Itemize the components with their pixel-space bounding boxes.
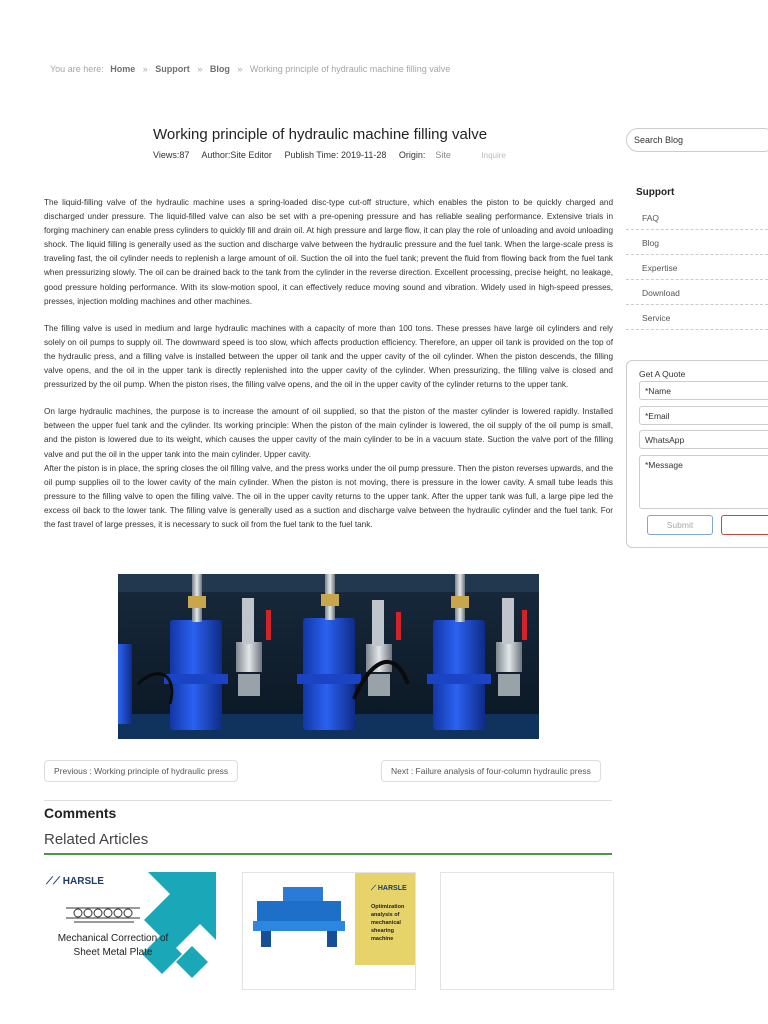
origin-label: Origin: [398, 150, 426, 160]
quote-form-title: Get A Quote [639, 369, 686, 379]
related-article-card[interactable] [242, 872, 416, 990]
article-photo [118, 574, 539, 739]
get-a-quote-form [626, 360, 768, 548]
article-paragraph: The liquid-filling valve of the hydraulic machine uses a spring-loaded disc-type cut-off structure, which enables the piston to be quickly charged and discharged under pressure. The liquid-filled valve can also be set with a pre-opening pressure and has reliable sealing performance. Extensive trials in forging machinery can enable press cylinders to quickly fill and drain oil. At high pressure and large flow, it can play the role of unloading and avoid unloading shock. The liquid filling is generally used as the suction and discharge valve between the hydraulic pressure and the fuel tank. When the large-scale press is traveling fast, the oil cylinder needs to replenish a large amount of oil. Suction the oil into the fuel tank; prevent the fluid from flowing back from the fuel tank when pressurizing slowly. The oil can be drained back to the tank from the cylinder in the reverse direction. Excellent processing, precise height, no leakage, good pressure holding performance. With its slow-motion spool, it can effectively reduce moving sound and vibration. Widely used in high-speed presses, presses, injection molding machines and other machines. [44, 198, 613, 306]
previous-article-link[interactable]: Previous : Working principle of hydraulic press [44, 760, 238, 782]
origin [399, 150, 461, 160]
publish-time: Publish Time: 2019-11-28 [284, 150, 387, 160]
related-article-card[interactable] [44, 872, 218, 990]
email-field[interactable]: *Email [639, 406, 768, 425]
article-meta [153, 150, 516, 160]
support-heading: Support [636, 187, 675, 198]
secondary-button[interactable] [721, 515, 768, 535]
comments-heading: Comments [44, 805, 117, 821]
breadcrumb-blog-link[interactable]: Blog [209, 64, 230, 74]
related-card-title[interactable]: Mechanical Correction of Sheet Metal Plate [57, 933, 169, 958]
breadcrumb-support-link[interactable]: Support [155, 64, 190, 74]
card-background-graphic [44, 872, 218, 990]
harsle-logo: ⟋⟋ HARSLE [46, 876, 104, 887]
views-count: Views:87 [153, 150, 190, 160]
breadcrumb-home-link[interactable]: Home [110, 64, 136, 74]
support-item-expertise[interactable]: Expertise [626, 255, 768, 280]
article-body [44, 196, 613, 532]
related-card-title[interactable]: Optimization analysis of mechanical shearing machine [371, 904, 405, 942]
breadcrumb-prefix: You are here: [50, 64, 104, 74]
inquire-link[interactable]: Inquire [481, 151, 506, 160]
author: Author:Site Editor [201, 150, 272, 160]
hydraulic-valves-image [118, 574, 539, 739]
message-field[interactable]: *Message [639, 455, 768, 509]
page-title: Working principle of hydraulic machine filling valve [153, 126, 488, 143]
next-article-link[interactable]: Next : Failure analysis of four-column hydraulic press [381, 760, 601, 782]
related-articles-heading: Related Articles [44, 831, 149, 848]
search-blog-input[interactable]: Search Blog [626, 128, 768, 152]
breadcrumb [50, 64, 450, 74]
breadcrumb-current: Working principle of hydraulic machine filling valve [249, 64, 451, 74]
article-paragraph: On large hydraulic machines, the purpose is to increase the amount of oil supplied, so that the piston of the master cylinder is lowered rapidly. Installed between the upper fuel tank and the cylinder. Its working principle: When the piston of the main cylinder is lowered, the oil supply of the oil pump is small, and the piston is lowered due to its weight, which causes the upper cavity of the main cylinder to be in a vacuum state. Suction the valve port of the filling valve and put the oil in the upper tank into the main cylinder. Upper cavity. [44, 407, 613, 459]
origin-value[interactable]: Site [435, 150, 451, 160]
support-menu [626, 205, 768, 330]
support-item-faq[interactable]: FAQ [626, 205, 768, 230]
harsle-logo: ⟋ HARSLE [371, 885, 407, 892]
divider [44, 800, 612, 801]
article-paragraph: The filling valve is used in medium and large hydraulic machines with a capacity of more than 100 tons. These presses have large oil cylinders and rely solely on oil pumps to supply oil. The downward speed is too slow, which affects production efficiency. Therefore, an upper oil tank is provided on the top of the hydraulic press, and a filling valve is installed between the upper oil tank and the upper cavity of the oil cylinder. When the piston descends, the filling valve opens, and the oil in the upper tank is directly replenished into the upper cavity of the cylinder. When pressurizing, the filling valve is closed and pressurized by the oil pump. When the piston rises, the filling valve opens, and the oil in the upper cavity of the cylinder returns to the upper tank. [44, 323, 613, 390]
name-field[interactable]: *Name [639, 381, 768, 400]
support-item-service[interactable]: Service [626, 305, 768, 330]
breadcrumb-separator: » [237, 64, 243, 74]
breadcrumb-separator: » [142, 64, 148, 74]
article-paragraph: After the piston is in place, the spring closes the oil filling valve, and the press works under the oil pump pressure. Then the piston reverses upwards, and the oil pump supplies oil to the lower cavity of the main cylinder. When the piston is not moving, there is pressure in the lower cavity. A small tube leads this pressure to the filling valve to open the filling valve. The oil in the upper cavity returns to the upper tank. After the upper tank was full, a large pipe led the excess oil back to the lower tank. The filling valve is generally used as a suction and discharge valve between the hydraulic cylinder and the fuel tank. For the fast travel of large presses, it is necessary to suck oil from the fuel tank to the fuel tank. [44, 463, 613, 529]
breadcrumb-separator: » [197, 64, 203, 74]
related-article-card[interactable] [440, 872, 614, 990]
whatsapp-field[interactable]: WhatsApp [639, 430, 768, 449]
support-item-download[interactable]: Download [626, 280, 768, 305]
support-item-blog[interactable]: Blog [626, 230, 768, 255]
related-divider [44, 853, 612, 855]
submit-button[interactable]: Submit [647, 515, 713, 535]
